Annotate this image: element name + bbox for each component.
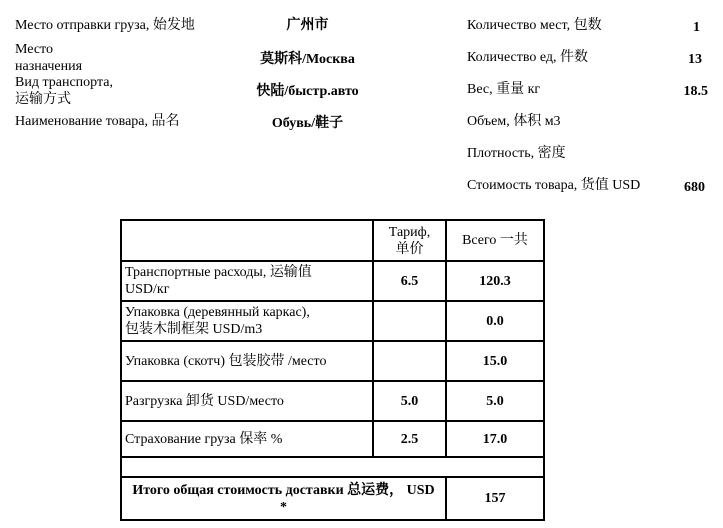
row-label: Упаковка (скотч) 包装胶带 /место [121, 341, 373, 381]
row-tariff: 5.0 [373, 381, 446, 421]
header-tariff: Тариф, 单价 [373, 220, 446, 261]
header-empty-cell [121, 220, 373, 261]
label-destination: Место назначения [15, 42, 83, 74]
row-total: 5.0 [446, 381, 544, 421]
row-total: 15.0 [446, 341, 544, 381]
value-units: 13 [688, 52, 702, 67]
row-tariff: 2.5 [373, 421, 446, 457]
value-destination: 莫斯科/Москва [260, 52, 355, 67]
label-weight: Вес, 重量 кг [467, 82, 541, 97]
row-tariff [373, 341, 446, 381]
label-units: Количество ед, 件数 [467, 50, 589, 65]
label-density: Плотность, 密度 [467, 146, 566, 161]
table-side-column [544, 220, 722, 520]
row-tariff [373, 301, 446, 341]
table-header-row [121, 220, 722, 261]
value-transport: 快陆/быстр.авто [256, 84, 359, 99]
value-weight: 18.5 [683, 84, 708, 99]
row-label: Транспортные расходы, 运输值 USD/кг [121, 261, 373, 301]
value-goods: Обувь/鞋子 [271, 116, 344, 131]
label-goods-value: Стоимость товара, 货值 USD [467, 178, 641, 193]
total-label: Итого общая стоимость доставки 总运费， USD * [121, 477, 446, 520]
header-total: Всего 一共 [446, 220, 544, 261]
row-label: Упаковка (деревянный каркас), 包装木制框架 USD/m3 [121, 301, 373, 341]
total-value: 157 [446, 477, 544, 520]
row-label: Разгрузка 卸货 USD/место [121, 381, 373, 421]
label-goods: Наименование товара, 品名 [15, 114, 180, 129]
row-total: 120.3 [446, 261, 544, 301]
label-volume: Объем, 体积 м3 [467, 114, 561, 129]
value-departure: 广州市 [286, 18, 329, 33]
row-total: 17.0 [446, 421, 544, 457]
row-label: Страхование груза 保率 % [121, 421, 373, 457]
row-tariff: 6.5 [373, 261, 446, 301]
spacer-cell [121, 457, 544, 477]
label-departure: Место отправки груза, 始发地 [15, 18, 195, 33]
label-transport: Вид транспорта, 运输方式 [15, 75, 113, 107]
value-packages: 1 [693, 20, 700, 35]
value-goods-value: 680 [684, 180, 705, 195]
row-total: 0.0 [446, 301, 544, 341]
label-packages: Количество мест, 包数 [467, 18, 602, 33]
cost-table [120, 219, 722, 521]
